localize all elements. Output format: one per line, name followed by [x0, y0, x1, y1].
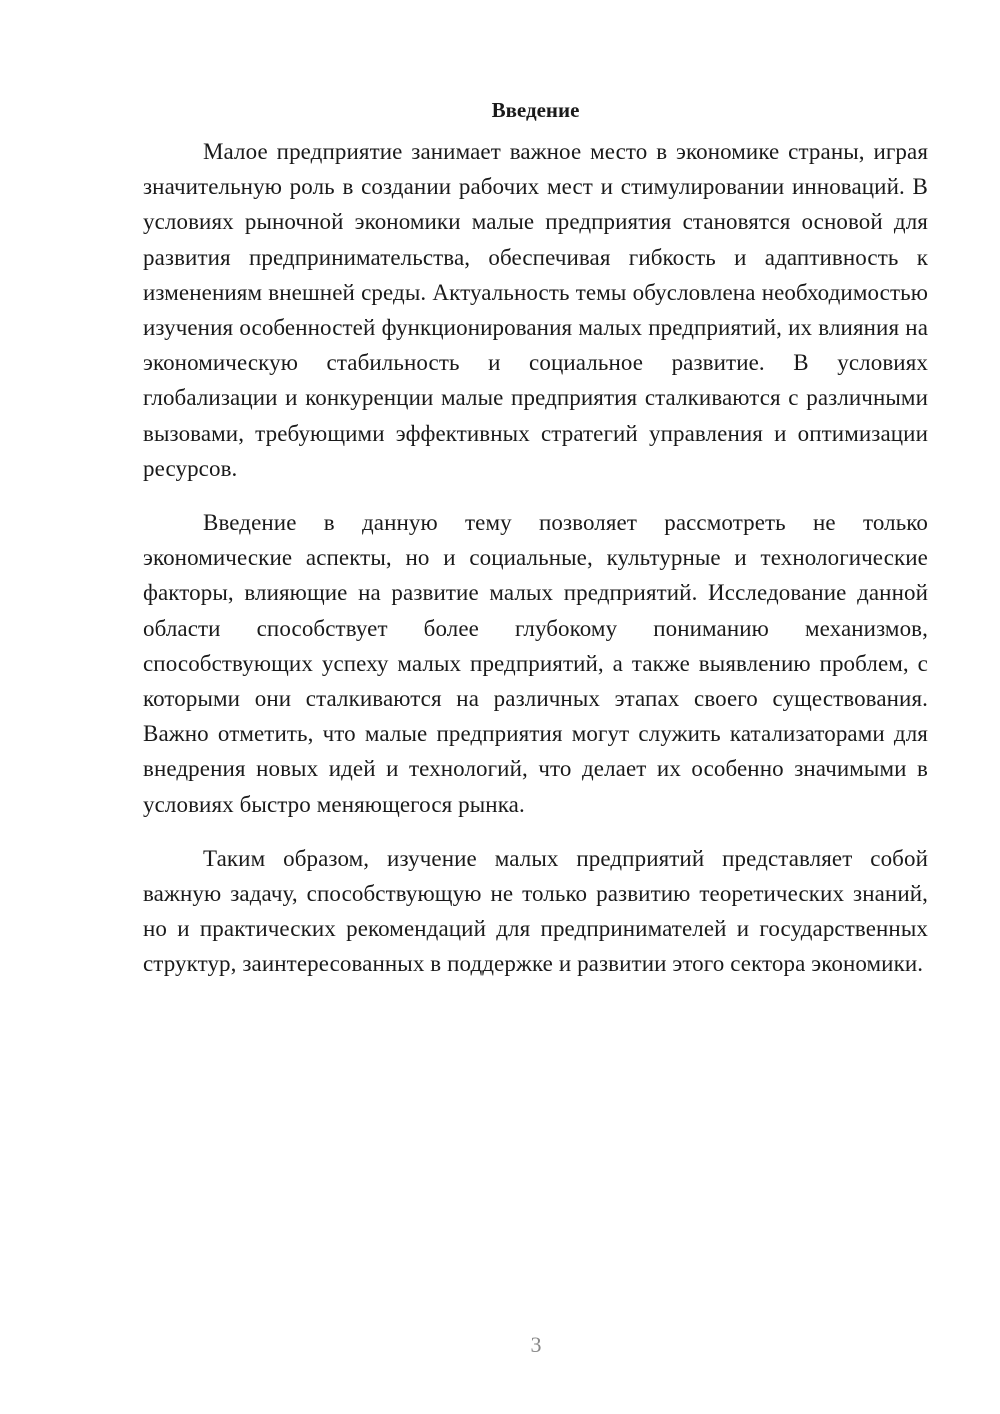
paragraph-2: Введение в данную тему позволяет рассмотреть не только экономические аспекты, но и социальные, культурные и технологические факторы, влияющие на развитие малых предприятий. Исследование данной области способствует более глубокому пониманию механизмов, способствующих успеху малых предприятий, а также выявлению проблем, с которыми они сталкиваются на различных этапах своего существования. Важно отметить, что малые предприятия могут служить катализаторами для внедрения новых идей и технологий, что делает их особенно значимыми в условиях быстро меняющегося рынка.: [143, 510, 928, 817]
page-content: [143, 93, 928, 982]
paragraph-1: Малое предприятие занимает важное место в экономике страны, играя значительную роль в создании рабочих мест и стимулировании инноваций. В условиях рыночной экономики малые предприятия становятся основой для развития предпринимательства, обеспечивая гибкость и адаптивность к изменениям внешней среды. Актуальность темы обусловлена необходимостью изучения особенностей функционирования малых предприятий, их влияния на экономическую стабильность и социальное развитие. В условиях глобализации и конкуренции малые предприятия сталкиваются с различными вызовами, требующими эффективных стратегий управления и оптимизации ресурсов.: [143, 139, 928, 481]
paragraph-3: Таким образом, изучение малых предприятий представляет собой важную задачу, способствующую не только развитию теоретических знаний, но и практических рекомендаций для предпринимателей и государственных структур, заинтересованных в поддержке и развитии этого сектора экономики.: [143, 845, 928, 977]
page-number: 3: [530, 1332, 542, 1357]
section-heading: Введение: [491, 98, 580, 122]
